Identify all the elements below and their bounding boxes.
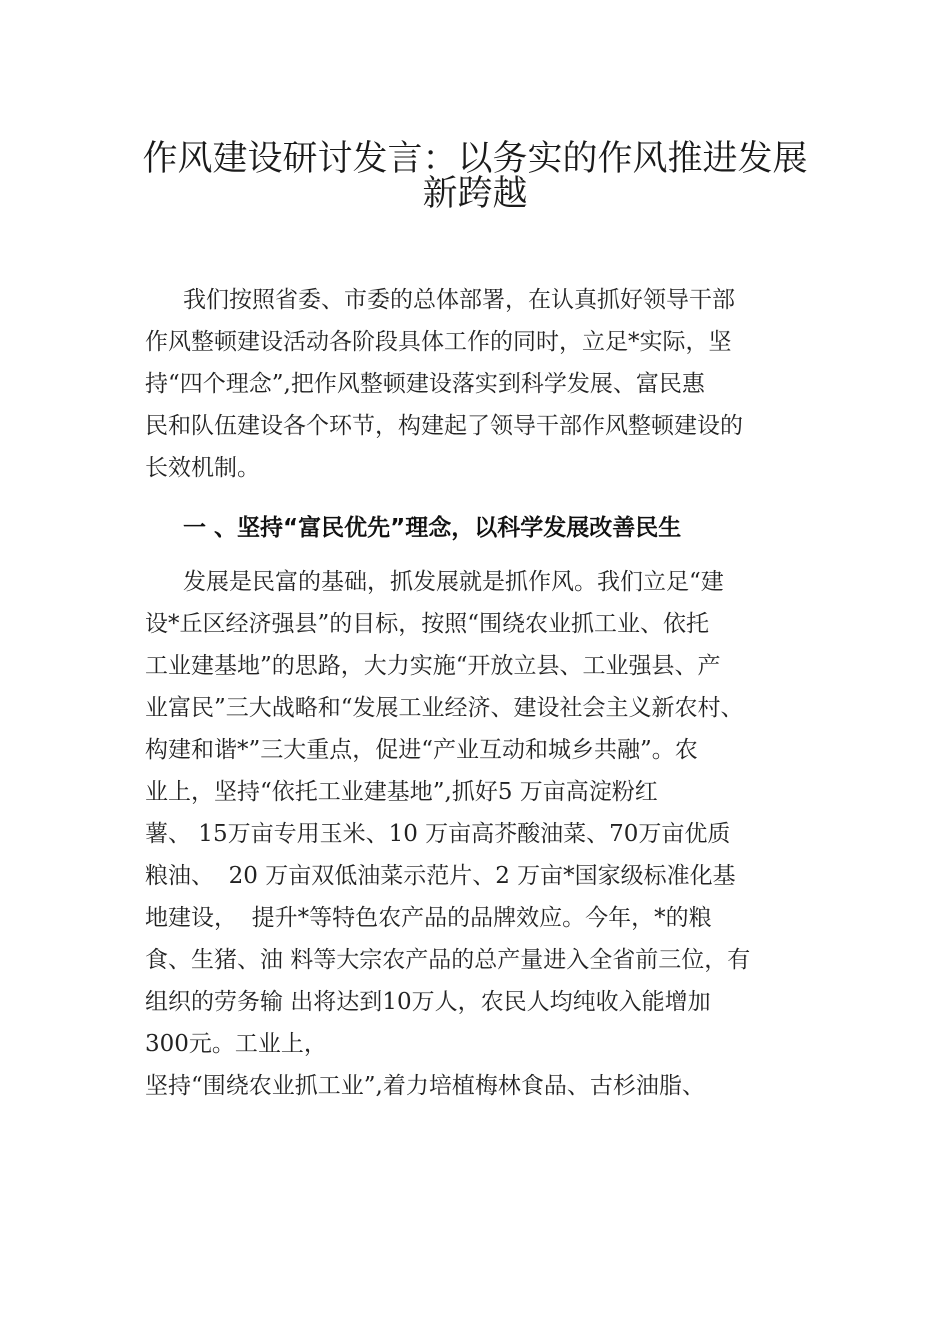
intro-line: 民和队伍建设各个环节，构建起了领导干部作风整顿建设的 bbox=[145, 413, 743, 439]
body-line: 业富民”三大战略和“发展工业经济、建设社会主义新农村、 bbox=[145, 695, 744, 721]
body-line: 发展是民富的基础，抓发展就是抓作风。我们立足“建 bbox=[183, 569, 724, 595]
body-line: 薯、 15万亩专用玉米、10 万亩高芥酸油菜、70万亩优质 bbox=[145, 821, 731, 847]
intro-line: 我们按照省委、市委的总体部署，在认真抓好领导干部 bbox=[183, 287, 735, 313]
intro-line: 作风整顿建设活动各阶段具体工作的同时，立足*实际，坚 bbox=[145, 329, 732, 355]
document-title-line-1: 作风建设研讨发言：以务实的作风推进发展 bbox=[142, 139, 808, 179]
body-line: 坚持“围绕农业抓工业”,着力培植梅林食品、古杉油脂、 bbox=[145, 1073, 705, 1099]
body-line: 构建和谐*”三大重点，促进“产业互动和城乡共融”。农 bbox=[145, 737, 698, 763]
body-line: 业上，坚持“依托工业建基地”,抓好5 万亩高淀粉红 bbox=[145, 779, 658, 805]
body-line: 工业建基地”的思路，大力实施“开放立县、工业强县、产 bbox=[145, 653, 721, 679]
body-line: 食、生猪、油 料等大宗农产品的总产量进入全省前三位，有 bbox=[145, 947, 751, 973]
body-line: 粮油、 20 万亩双低油菜示范片、2 万亩*国家级标准化基 bbox=[145, 863, 736, 889]
body-line: 地建设， 提升*等特色农产品的品牌效应。今年，*的粮 bbox=[145, 905, 712, 931]
section-heading: 一 、坚持“富民优先”理念，以科学发展改善民生 bbox=[183, 515, 682, 541]
document-title-line-2: 新跨越 bbox=[422, 174, 528, 214]
body-line: 300元。工业上， bbox=[145, 1031, 327, 1057]
body-line: 设*丘区经济强县”的目标，按照“围绕农业抓工业、依托 bbox=[145, 611, 710, 637]
body-line: 组织的劳务输 出将达到10万人，农民人均纯收入能增加 bbox=[145, 989, 711, 1015]
intro-line: 持“四个理念”,把作风整顿建设落实到科学发展、富民惠 bbox=[145, 371, 705, 397]
intro-line: 长效机制。 bbox=[145, 455, 260, 481]
